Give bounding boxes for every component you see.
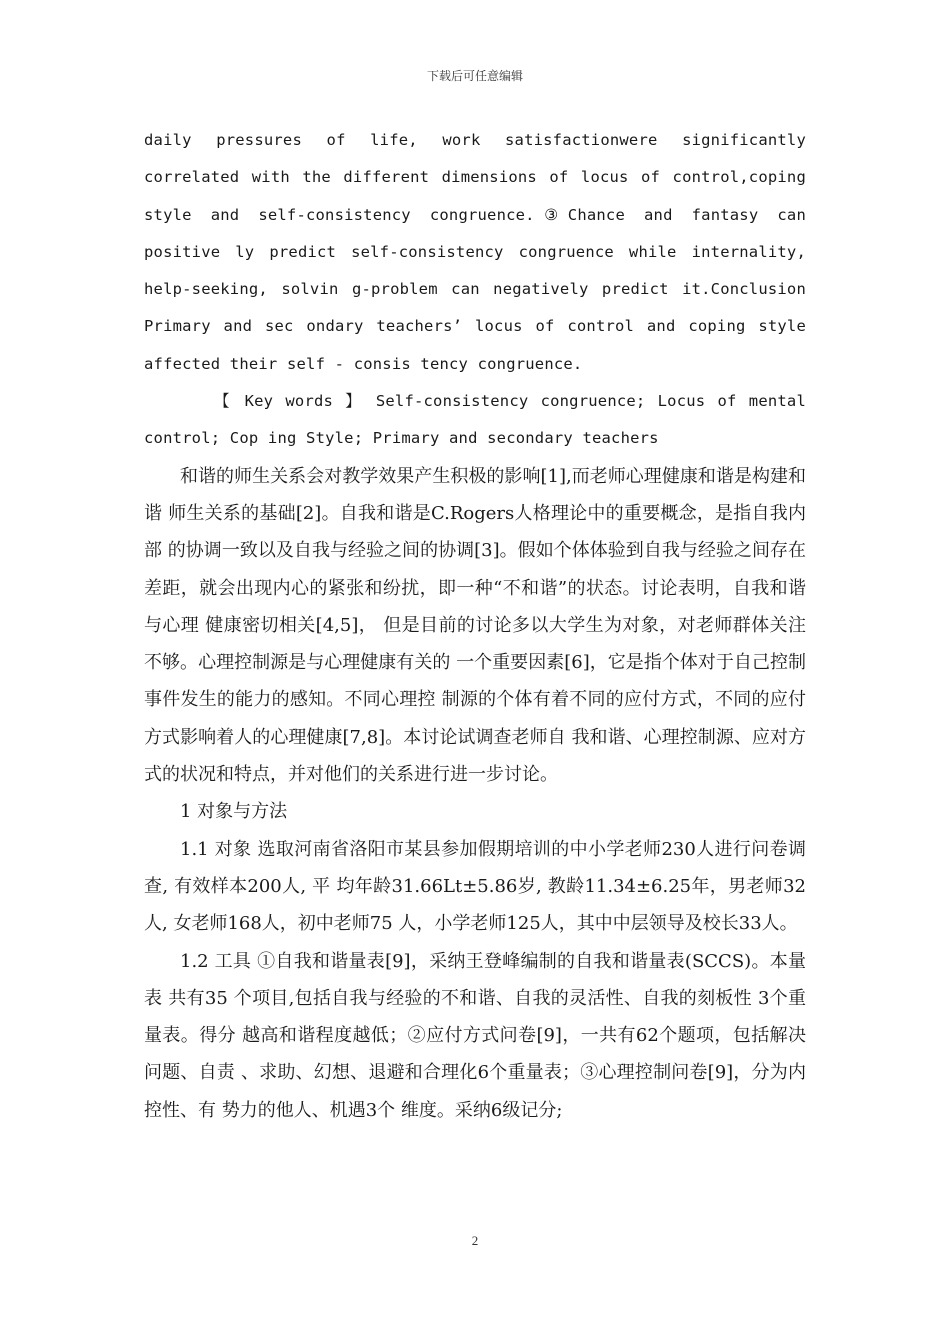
abstract-line: affected their self - consis tency congruence. [144, 354, 583, 373]
subsection-paragraph: 1.2 工具 ①自我和谐量表[9]，采纳王登峰编制的自我和谐量表(SCCS)。本量表 共有35 个项目,包括自我与经验的不和谐、自我的灵活性、自我的刻板性 3个重量表。得分 越高和谐程度越低；②应付方式问卷[9]，一共有62个题项，包括解决问题、自责 、求助、幻想、退避和合理化6个重量表；③心理控制问卷[9]，分为内控性、有 势力的他人、机遇3个 维度。采纳6级记分; [144, 950, 806, 1121]
abstract-line: Primary and sec ondary teachers’ locus of control and coping style [144, 317, 806, 336]
abstract-line: daily pressures of life, work satisfactionwere significantly [144, 131, 806, 149]
abstract-line: style and self-consistency congruence.③Chance and fantasy can [144, 205, 806, 224]
section-heading: 1 对象与方法 [180, 801, 288, 823]
intro-paragraph: 和谐的师生关系会对教学效果产生积极的影响[1],而老师心理健康和谐是构建和谐 师生关系的基础[2]。自我和谐是C.Rogers人格理论中的重要概念，是指自我内部 的协调一致以及自我与经验之间的协调[3]。假如个体体验到自我与经验之间存在 差距，就会出现内心的紧张和纷扰，即一种“不和谐”的状态。讨论表明，自我和谐与心理 健康密切相关[4,5]， 但是目前的讨论多以大学生为对象，对老师群体关注不够。心理控制源是与心理健康有关的 一个重要因素[6]，它是指个体对于自己控制事件发生的能力的感知。不同心理控 制源的个体有着不同的应付方式，不同的应付方式影响着人的心理健康[7,8]。本讨论试调查老师自 我和谐、心理控制源、应对方式的状况和特点，并对他们的关系进行进一步讨论。 [144, 465, 806, 786]
abstract-line: correlated with the different dimensions of locus of control,coping [144, 168, 806, 187]
page-header: 下载后可任意编辑 [426, 69, 523, 83]
document-body [144, 122, 806, 1129]
subsection-paragraph: 1.1 对象 选取河南省洛阳市某县参加假期培训的中小学老师230人进行问卷调查, 有效样本200人, 平 均年龄31.66Lt±5.86岁, 教龄11.34±6.25年，男老师32人, 女老师168人，初中老师75 人，小学老师125人，其中中层领导及校长33人。 [144, 838, 806, 935]
keywords-line: 【 Key words 】 Self-consistency congruence; Locus of mental [214, 392, 806, 411]
page-number: 2 [471, 1233, 479, 1248]
abstract-line: positive ly predict self-consistency congruence while internality, [144, 242, 806, 261]
abstract-line: help-seeking, solvin g-problem can negatively predict it.Conclusion [144, 280, 806, 299]
keywords-line: control; Cop ing Style; Primary and secondary teachers [144, 429, 659, 448]
